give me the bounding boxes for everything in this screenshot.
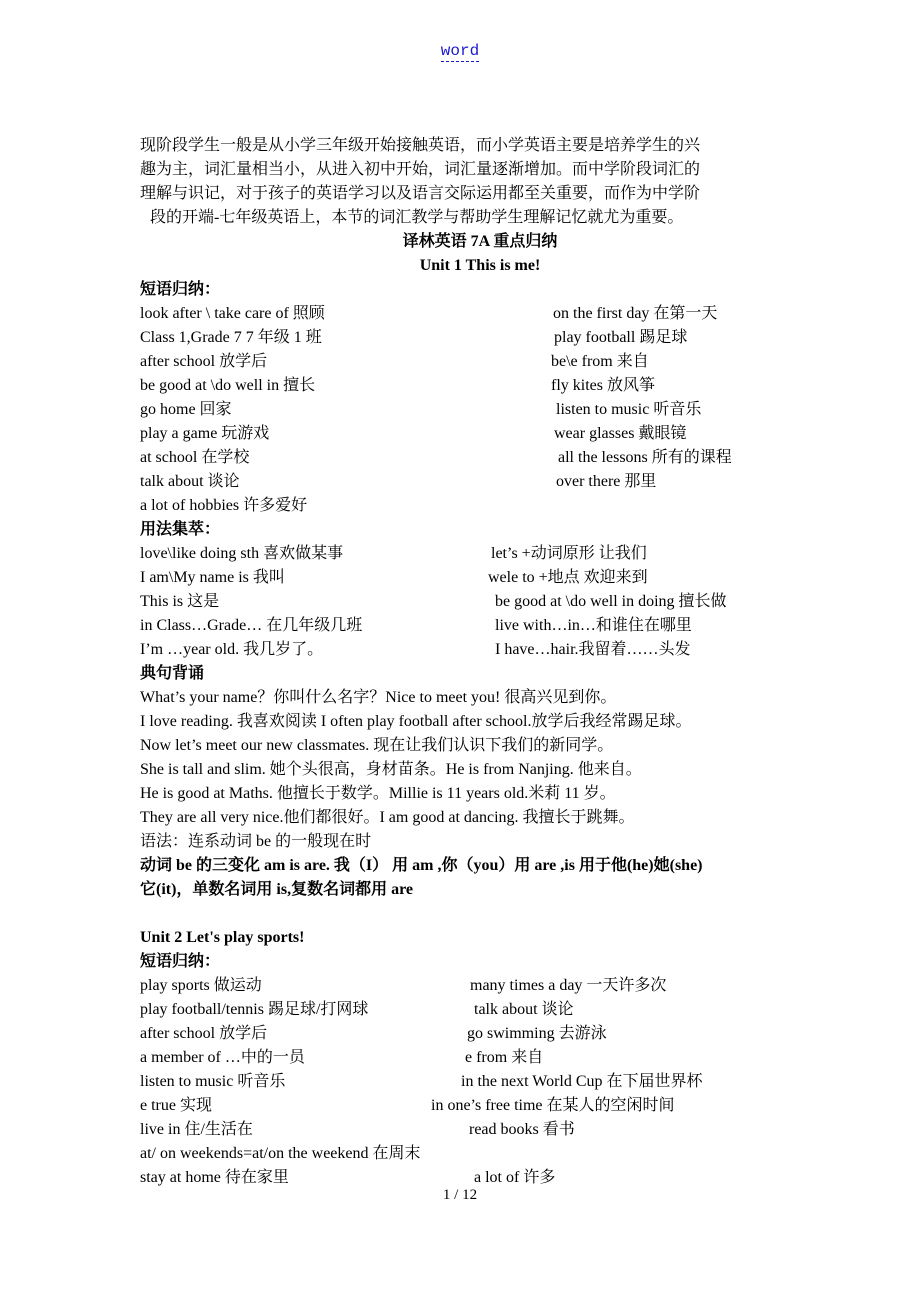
phrase-row (140, 1142, 820, 1166)
phrase-right: be\e from 来自 (551, 353, 649, 370)
phrase-row (140, 422, 820, 446)
phrase-right: over there 那里 (556, 473, 657, 490)
phrase-left: at/ on weekends=at/on the weekend 在周末 (140, 1145, 421, 1162)
unit1-sentences-list (140, 686, 820, 830)
unit2-phrases-list (140, 974, 820, 1190)
phrase-left: e true 实现 (140, 1097, 212, 1114)
example-sentence: I love reading. 我喜欢阅读 I often play football after school.放学后我经常踢足球。 (140, 713, 692, 730)
phrase-row (140, 374, 820, 398)
phrase-right: fly kites 放风筝 (551, 377, 655, 394)
phrase-right: many times a day 一天许多次 (470, 977, 667, 994)
phrase-row (140, 1070, 820, 1094)
phrase-row (140, 974, 820, 998)
document-page (140, 134, 820, 1190)
phrase-row (140, 1094, 820, 1118)
phrase-row (140, 998, 820, 1022)
unit1-title: Unit 1 This is me! (419, 257, 541, 274)
phrase-row (140, 542, 820, 566)
phrase-row (140, 614, 820, 638)
phrase-row (140, 470, 820, 494)
unit1-phrases-heading: 短语归纳： (140, 281, 221, 298)
phrase-left: look after \ take care of 照顾 (140, 305, 325, 322)
phrase-right: read books 看书 (469, 1121, 575, 1138)
example-sentence: They are all very nice.他们都很好。I am good at dancing. 我擅长于跳舞。 (140, 809, 635, 826)
phrase-right: play football 踢足球 (554, 329, 688, 346)
phrase-right: on the first day 在第一天 (553, 305, 718, 322)
phrase-row (140, 302, 820, 326)
phrase-row (140, 446, 820, 470)
phrase-row (140, 398, 820, 422)
grammar-line: 语法：连系动词 be 的一般现在时 (140, 833, 372, 850)
phrase-right: all the lessons 所有的课程 (558, 449, 732, 466)
phrase-right: I have…hair.我留着……头发 (495, 641, 691, 658)
phrase-left: love\like doing sth 喜欢做某事 (140, 545, 344, 562)
phrase-left: after school 放学后 (140, 1025, 268, 1042)
phrase-left: This is 这是 (140, 593, 220, 610)
phrase-left: play sports 做运动 (140, 977, 262, 994)
phrase-left: at school 在学校 (140, 449, 250, 466)
phrase-row (140, 1022, 820, 1046)
phrase-row (140, 566, 820, 590)
phrase-left: stay at home 待在家里 (140, 1169, 289, 1186)
phrase-right: e from 来自 (465, 1049, 544, 1066)
phrase-right: be good at \do well in doing 擅长做 (495, 593, 727, 610)
example-sentence: What’s your name？你叫什么名字？Nice to meet you! 很高兴见到你。 (140, 689, 617, 706)
spacer (140, 902, 820, 926)
phrase-left: play football/tennis 踢足球/打网球 (140, 1001, 369, 1018)
document-title: 译林英语 7A 重点归纳 (402, 233, 558, 250)
unit1-usage-list (140, 542, 820, 662)
unit1-phrases-list (140, 302, 820, 518)
phrase-row (140, 494, 820, 518)
phrase-left: Class 1,Grade 7 7 年级 1 班 (140, 329, 322, 346)
phrase-right: talk about 谈论 (474, 1001, 574, 1018)
page-number: 1 / 12 (442, 1187, 478, 1203)
phrase-row (140, 590, 820, 614)
phrase-left: after school 放学后 (140, 353, 268, 370)
phrase-right: in one’s free time 在某人的空闲时间 (431, 1097, 675, 1114)
phrase-left: play a game 玩游戏 (140, 425, 270, 442)
example-sentence: He is good at Maths. 他擅长于数学。Millie is 11 years old.米莉 11 岁。 (140, 785, 616, 802)
phrase-row (140, 326, 820, 350)
intro-line: 段的开端-七年级英语上，本节的词汇教学与帮助学生理解记忆就尤为重要。 (150, 209, 684, 226)
grammar-rule-line: 它(it)，单数名词用 is,复数名词都用 are (140, 881, 414, 898)
phrase-left: talk about 谈论 (140, 473, 240, 490)
phrase-left: be good at \do well in 擅长 (140, 377, 316, 394)
intro-paragraph (140, 134, 820, 230)
phrase-right: go swimming 去游泳 (467, 1025, 607, 1042)
phrase-left: I’m …year old. 我几岁了。 (140, 641, 324, 658)
grammar-rule-line: 动词 be 的三变化 am is are. 我（I） 用 am ,你（you）用 are ,is 用于他(he)她(she) (140, 857, 703, 874)
unit1-usage-heading: 用法集萃： (140, 521, 221, 538)
phrase-left: a lot of hobbies 许多爱好 (140, 497, 308, 514)
unit2-title: Unit 2 Let's play sports! (140, 929, 305, 946)
phrase-right: listen to music 听音乐 (556, 401, 702, 418)
phrase-right: wele to +地点 欢迎来到 (488, 569, 648, 586)
phrase-right: let’s +动词原形 让我们 (491, 545, 647, 562)
phrase-left: in Class…Grade… 在几年级几班 (140, 617, 363, 634)
phrase-right: in the next World Cup 在下届世界杯 (461, 1073, 703, 1090)
phrase-left: I am\My name is 我叫 (140, 569, 285, 586)
header-word-link[interactable]: word (440, 42, 480, 60)
phrase-right: a lot of 许多 (474, 1169, 556, 1186)
unit2-phrases-heading: 短语归纳： (140, 953, 221, 970)
phrase-row (140, 1046, 820, 1070)
phrase-left: listen to music 听音乐 (140, 1073, 286, 1090)
phrase-left: go home 回家 (140, 401, 232, 418)
intro-line: 趣为主，词汇量相当小，从进入初中开始，词汇量逐渐增加。而中学阶段词汇的 (140, 161, 701, 178)
intro-line: 现阶段学生一般是从小学三年级开始接触英语，而小学英语主要是培养学生的兴 (140, 137, 701, 154)
example-sentence: Now let’s meet our new classmates. 现在让我们认识下我们的新同学。 (140, 737, 614, 754)
phrase-row (140, 350, 820, 374)
phrase-row (140, 638, 820, 662)
phrase-row (140, 1118, 820, 1142)
example-sentence: She is tall and slim. 她个头很高，身材苗条。He is from Nanjing. 他来自。 (140, 761, 642, 778)
phrase-left: live in 住/生活在 (140, 1121, 253, 1138)
phrase-left: a member of …中的一员 (140, 1049, 305, 1066)
phrase-right: wear glasses 戴眼镜 (554, 425, 687, 442)
unit1-sentences-heading: 典句背诵 (140, 665, 205, 682)
phrase-right: live with…in…和谁住在哪里 (495, 617, 692, 634)
intro-line: 理解与识记，对于孩子的英语学习以及语言交际运用都至关重要，而作为中学阶 (140, 185, 701, 202)
